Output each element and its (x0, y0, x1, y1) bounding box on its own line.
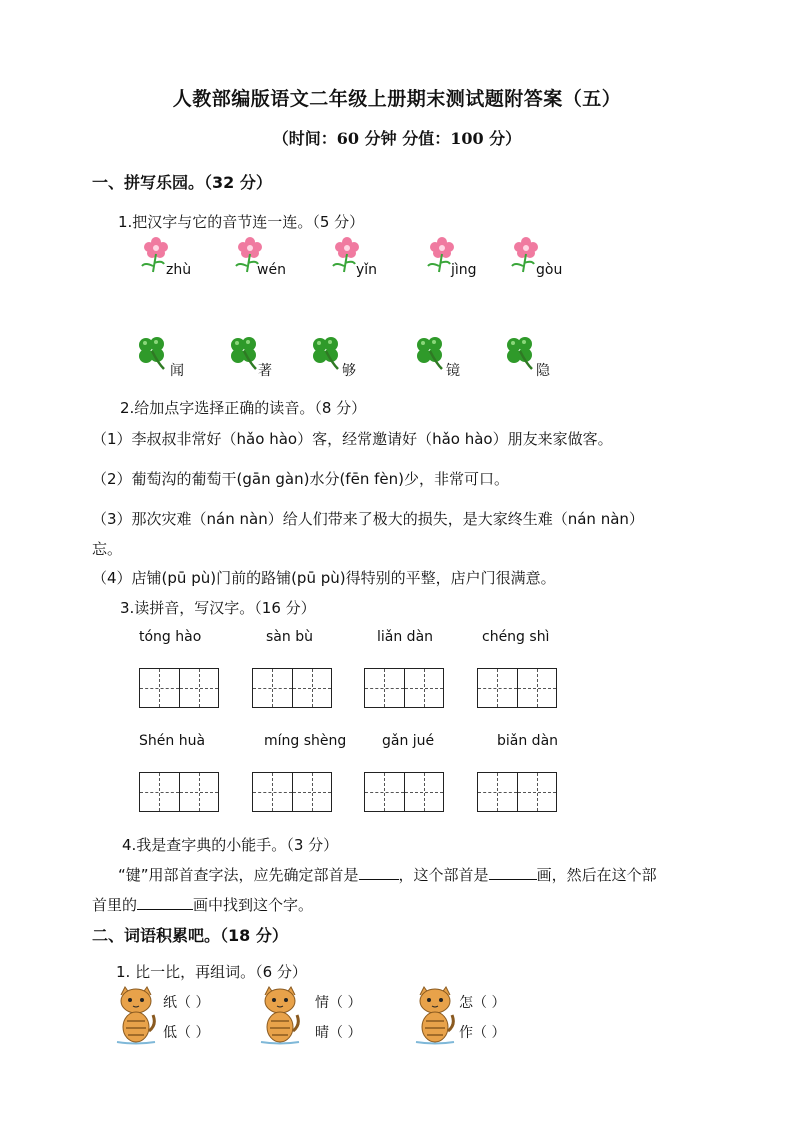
q3-label: 3.读拼音，写汉字。（16 分） (120, 599, 316, 617)
writing-grid[interactable] (252, 772, 332, 812)
pinyin-prompt: sàn bù (266, 629, 313, 645)
writing-grid[interactable] (477, 772, 557, 812)
pinyin-prompt: tóng hào (139, 629, 202, 645)
pinyin-prompt: chéng shì (482, 629, 550, 645)
cat-icon (257, 985, 303, 1045)
q2-line-2: （2）葡萄沟的葡萄干(gān gàn)水分(fēn fèn)少，非常可口。 (92, 470, 509, 488)
section-1-heading: 一、拼写乐园。（32 分） (92, 173, 272, 192)
clover-icon (500, 333, 540, 373)
q2-line-3: （3）那次灾难（nán nàn）给人们带来了极大的损失，是大家终生难（nán nàn） (92, 510, 644, 528)
cat-icon (412, 985, 458, 1045)
compare-char-top: 纸（ ） (163, 995, 210, 1011)
cat-icon (113, 985, 159, 1045)
char-label: 隐 (536, 363, 550, 379)
syllable-label: zhù (166, 262, 192, 278)
clover-icon (410, 333, 450, 373)
q2-line-1: （1）李叔叔非常好（hǎo hào）客，经常邀请好（hǎo hào）朋友来家做客。 (92, 430, 613, 448)
q2-line-4: （4）店铺(pū pù)门前的路铺(pū pù)得特别的平整，店户门很满意。 (92, 569, 556, 587)
writing-grid[interactable] (364, 668, 444, 708)
char-label: 够 (342, 363, 356, 379)
q4-label: 4.我是查字典的小能手。（3 分） (122, 836, 339, 854)
clover-icon (306, 333, 346, 373)
compare-char-bottom: 晴（ ） (315, 1025, 362, 1041)
compare-char-bottom: 作（ ） (459, 1025, 506, 1041)
pinyin-prompt: liǎn dàn (377, 629, 434, 645)
writing-grid[interactable] (139, 772, 219, 812)
char-label: 闻 (170, 363, 184, 379)
pinyin-prompt: biǎn dàn (497, 733, 559, 749)
answer-blank[interactable] (359, 863, 399, 880)
q4-text-c: 画，然后在这个部 (536, 866, 657, 884)
q4-text-line-1 (118, 863, 657, 885)
syllable-label: gòu (536, 262, 563, 278)
answer-blank[interactable] (137, 893, 193, 910)
page-subtitle: （时间：60 分钟 分值：100 分） (272, 129, 522, 148)
compare-char-top: 情（ ） (315, 995, 362, 1011)
compare-char-bottom: 低（ ） (163, 1025, 210, 1041)
q4-text-e: 画中找到这个字。 (193, 896, 314, 914)
pinyin-prompt: Shén huà (139, 733, 206, 749)
writing-grid[interactable] (364, 772, 444, 812)
answer-blank[interactable] (489, 863, 537, 880)
pinyin-prompt: gǎn jué (382, 733, 435, 749)
writing-grid[interactable] (139, 668, 219, 708)
q4-text-b: ，这个部首是 (398, 866, 489, 884)
q4-text-line-2 (92, 893, 313, 915)
syllable-label: wén (257, 262, 286, 278)
q4-text-d: 首里的 (92, 896, 138, 914)
char-label: 镜 (446, 363, 460, 379)
writing-grid[interactable] (477, 668, 557, 708)
q1-label: 1.把汉字与它的音节连一连。（5 分） (118, 213, 365, 231)
section-2-heading: 二、词语积累吧。（18 分） (92, 926, 288, 945)
compare-char-top: 怎（ ） (459, 995, 506, 1011)
s2-q1-label: 1. 比一比，再组词。（6 分） (116, 963, 307, 981)
syllable-label: jìng (451, 262, 477, 278)
syllable-label: yǐn (356, 262, 378, 278)
q4-text-a: “键”用部首查字法，应先确定部首是 (118, 866, 359, 884)
writing-grid[interactable] (252, 668, 332, 708)
page-title: 人教部编版语文二年级上册期末测试题附答案（五） (172, 88, 622, 110)
clover-icon (132, 333, 172, 373)
pinyin-prompt: míng shèng (264, 733, 347, 749)
q2-label: 2.给加点字选择正确的读音。（8 分） (120, 399, 367, 417)
q2-line-3-cont: 忘。 (92, 540, 123, 558)
char-label: 著 (258, 363, 272, 379)
